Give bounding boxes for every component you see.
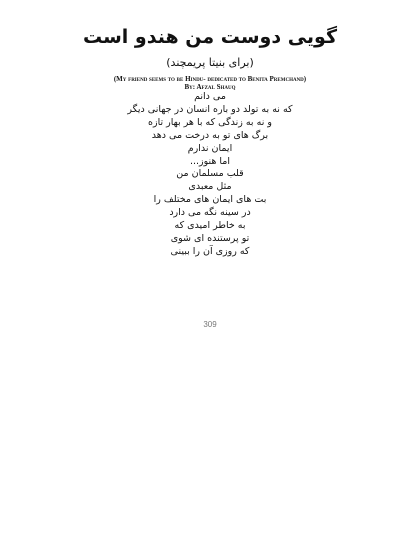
poem-line: قلب مسلمان من <box>176 168 244 180</box>
english-header <box>0 75 420 91</box>
poem-title: گویی دوست من هندو است <box>82 26 338 48</box>
poem-line: و نه به زندگی که با هر بهار تازه <box>148 116 272 128</box>
poem-line: مثل معبدی <box>188 181 232 193</box>
poem-body <box>0 91 420 259</box>
poem-line: در سینه نگه می دارد <box>169 207 251 219</box>
poem-line: به خاطر امیدی که <box>174 220 246 232</box>
poem-line: اما هنوز... <box>189 155 231 167</box>
page-number: 309 <box>203 320 217 329</box>
poem-line: بت های ایمان های مختلف را <box>153 194 267 206</box>
poem-line: برگ های تو به درخت می دهد <box>151 129 269 141</box>
poem-line: که روزی آن را ببینی <box>170 245 250 257</box>
poem-line: که نه به تولد دو باره انسان در جهانی دیگر <box>127 103 293 115</box>
poem-line: تو پرستنده ای شوی <box>170 232 250 244</box>
poem-line: ایمان ندارم <box>187 142 233 154</box>
poem-line: می دانم <box>194 91 226 102</box>
english-title: (My friend seems to be Hindu- dedicated to Benita Premchand) <box>113 75 307 83</box>
poem-dedication: (برای بنیتا پریمچند) <box>166 56 254 69</box>
author-line: By: Afzal Shauq <box>184 83 236 91</box>
